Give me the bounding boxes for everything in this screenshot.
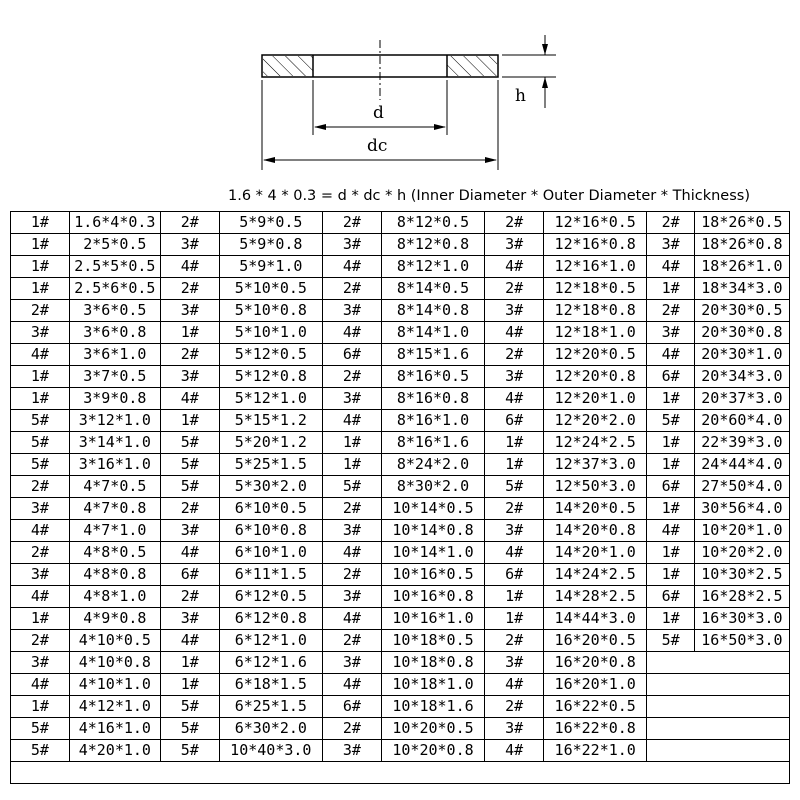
quantity-code-cell: 4# [647,344,695,366]
table-row [11,322,790,344]
size-cell: 16*28*2.5 [694,586,789,608]
table-row [11,608,790,630]
table-row [11,212,790,234]
size-cell: 12*37*3.0 [544,454,647,476]
size-cell: 8*15*1.6 [381,344,484,366]
size-cell: 4*10*0.8 [69,652,160,674]
size-cell: 12*18*0.8 [544,300,647,322]
table-row [11,652,790,674]
size-cell: 6*18*1.5 [219,674,322,696]
size-cell: 20*60*4.0 [694,410,789,432]
size-cell: 16*30*3.0 [694,608,789,630]
quantity-code-cell: 3# [160,300,219,322]
quantity-code-cell: 2# [322,366,381,388]
table-row [11,740,790,762]
quantity-code-cell: 4# [322,608,381,630]
size-cell: 6*25*1.5 [219,696,322,718]
size-cell: 6*12*0.8 [219,608,322,630]
size-cell: 12*50*3.0 [544,476,647,498]
size-cell: 4*7*0.5 [69,476,160,498]
quantity-code-cell: 1# [11,234,70,256]
size-cell: 6*30*2.0 [219,718,322,740]
size-cell: 10*16*0.8 [381,586,484,608]
size-cell: 30*56*4.0 [694,498,789,520]
quantity-code-cell: 1# [647,388,695,410]
quantity-code-cell: 5# [11,410,70,432]
table-row [11,586,790,608]
table-row [11,476,790,498]
table-row [11,630,790,652]
table-row [11,542,790,564]
quantity-code-cell: 5# [485,476,544,498]
table-row-empty [11,762,790,784]
size-cell: 10*16*1.0 [381,608,484,630]
washer-left-section [263,56,313,76]
quantity-code-cell: 4# [11,344,70,366]
size-cell: 6*10*0.5 [219,498,322,520]
size-cell: 14*44*3.0 [544,608,647,630]
size-cell: 3*7*0.5 [69,366,160,388]
size-cell: 16*50*3.0 [694,630,789,652]
size-cell: 10*20*1.0 [694,520,789,542]
size-cell: 12*20*0.8 [544,366,647,388]
quantity-code-cell: 1# [160,322,219,344]
quantity-code-cell: 5# [160,476,219,498]
quantity-code-cell: 1# [647,432,695,454]
quantity-code-cell: 4# [322,410,381,432]
quantity-code-cell: 1# [647,564,695,586]
size-cell: 4*10*0.5 [69,630,160,652]
quantity-code-cell: 3# [322,520,381,542]
washer-drawing [0,0,800,185]
quantity-code-cell: 5# [647,410,695,432]
size-cell: 5*10*0.5 [219,278,322,300]
table-row [11,432,790,454]
quantity-code-cell: 3# [160,520,219,542]
size-cell: 5*15*1.2 [219,410,322,432]
quantity-code-cell: 4# [485,740,544,762]
quantity-code-cell: 2# [485,212,544,234]
quantity-code-cell: 1# [11,388,70,410]
size-cell: 10*20*0.8 [381,740,484,762]
size-cell: 4*8*0.5 [69,542,160,564]
quantity-code-cell: 6# [485,410,544,432]
size-cell: 6*10*0.8 [219,520,322,542]
quantity-code-cell: 5# [322,476,381,498]
size-cell: 12*18*1.0 [544,322,647,344]
quantity-code-cell: 1# [647,278,695,300]
quantity-code-cell: 2# [160,586,219,608]
size-cell: 4*7*0.8 [69,498,160,520]
empty-cell [647,652,790,674]
size-cell: 4*8*0.8 [69,564,160,586]
size-cell: 3*6*0.8 [69,322,160,344]
size-cell: 5*25*1.5 [219,454,322,476]
size-cell: 8*16*1.6 [381,432,484,454]
quantity-code-cell: 2# [322,630,381,652]
size-cell: 18*26*1.0 [694,256,789,278]
size-cell: 10*18*0.8 [381,652,484,674]
size-cell: 16*20*0.5 [544,630,647,652]
washer-size-table [10,211,790,784]
quantity-code-cell: 5# [11,740,70,762]
size-cell: 10*18*1.0 [381,674,484,696]
quantity-code-cell: 5# [11,454,70,476]
quantity-code-cell: 1# [160,410,219,432]
size-cell: 18*34*3.0 [694,278,789,300]
quantity-code-cell: 2# [322,498,381,520]
size-cell: 4*9*0.8 [69,608,160,630]
quantity-code-cell: 4# [11,520,70,542]
size-cell: 6*10*1.0 [219,542,322,564]
quantity-code-cell: 2# [322,564,381,586]
size-cell: 6*12*1.0 [219,630,322,652]
size-cell: 3*16*1.0 [69,454,160,476]
size-cell: 14*24*2.5 [544,564,647,586]
quantity-code-cell: 5# [160,696,219,718]
label-inner-diameter: d [373,103,384,123]
size-cell: 5*12*0.5 [219,344,322,366]
size-cell: 5*20*1.2 [219,432,322,454]
quantity-code-cell: 1# [11,212,70,234]
quantity-code-cell: 1# [647,498,695,520]
table-row [11,300,790,322]
quantity-code-cell: 4# [322,256,381,278]
size-cell: 3*9*0.8 [69,388,160,410]
quantity-code-cell: 2# [647,212,695,234]
table-row [11,388,790,410]
quantity-code-cell: 3# [647,234,695,256]
quantity-code-cell: 4# [322,542,381,564]
quantity-code-cell: 1# [647,608,695,630]
quantity-code-cell: 4# [647,256,695,278]
quantity-code-cell: 4# [322,322,381,344]
size-cell: 14*28*2.5 [544,586,647,608]
size-cell: 16*22*1.0 [544,740,647,762]
quantity-code-cell: 1# [11,608,70,630]
quantity-code-cell: 2# [11,300,70,322]
size-cell: 18*26*0.5 [694,212,789,234]
table-row [11,696,790,718]
quantity-code-cell: 2# [160,498,219,520]
table-row [11,234,790,256]
quantity-code-cell: 3# [11,564,70,586]
size-cell: 8*12*0.5 [381,212,484,234]
size-cell: 10*40*3.0 [219,740,322,762]
size-cell: 4*20*1.0 [69,740,160,762]
size-cell: 10*30*2.5 [694,564,789,586]
empty-cell [11,762,790,784]
table-row [11,454,790,476]
size-cell: 4*16*1.0 [69,718,160,740]
size-cell: 12*20*2.0 [544,410,647,432]
size-cell: 6*12*1.6 [219,652,322,674]
size-cell: 4*10*1.0 [69,674,160,696]
size-cell: 10*16*0.5 [381,564,484,586]
quantity-code-cell: 1# [647,454,695,476]
quantity-code-cell: 6# [485,564,544,586]
size-cell: 5*9*1.0 [219,256,322,278]
quantity-code-cell: 4# [160,630,219,652]
quantity-code-cell: 4# [485,388,544,410]
quantity-code-cell: 3# [647,322,695,344]
size-cell: 5*9*0.5 [219,212,322,234]
quantity-code-cell: 5# [11,432,70,454]
quantity-code-cell: 3# [322,740,381,762]
quantity-code-cell: 4# [160,256,219,278]
quantity-code-cell: 2# [160,212,219,234]
quantity-code-cell: 2# [485,498,544,520]
quantity-code-cell: 5# [160,454,219,476]
quantity-code-cell: 2# [160,278,219,300]
size-cell: 12*16*0.8 [544,234,647,256]
size-cell: 10*20*0.5 [381,718,484,740]
size-cell: 3*14*1.0 [69,432,160,454]
quantity-code-cell: 4# [485,674,544,696]
table-body [11,212,790,784]
quantity-code-cell: 3# [485,652,544,674]
size-cell: 3*6*1.0 [69,344,160,366]
quantity-code-cell: 2# [485,630,544,652]
dimension-formula: 1.6 * 4 * 0.3 = d * dc * h (Inner Diameter * Outer Diameter * Thickness) [228,188,750,204]
table-row [11,520,790,542]
size-cell: 12*16*1.0 [544,256,647,278]
quantity-code-cell: 6# [322,344,381,366]
empty-cell [647,718,790,740]
quantity-code-cell: 6# [647,366,695,388]
table-row [11,498,790,520]
size-cell: 12*20*0.5 [544,344,647,366]
quantity-code-cell: 4# [160,388,219,410]
quantity-code-cell: 4# [647,520,695,542]
size-cell: 10*18*1.6 [381,696,484,718]
size-cell: 8*16*0.8 [381,388,484,410]
quantity-code-cell: 3# [485,718,544,740]
size-cell: 1.6*4*0.3 [69,212,160,234]
quantity-code-cell: 2# [11,630,70,652]
size-cell: 12*16*0.5 [544,212,647,234]
quantity-code-cell: 3# [11,322,70,344]
quantity-code-cell: 3# [485,520,544,542]
quantity-code-cell: 1# [322,454,381,476]
size-cell: 6*12*0.5 [219,586,322,608]
quantity-code-cell: 3# [485,234,544,256]
size-cell: 6*11*1.5 [219,564,322,586]
size-cell: 20*34*3.0 [694,366,789,388]
quantity-code-cell: 2# [322,278,381,300]
quantity-code-cell: 6# [160,564,219,586]
quantity-code-cell: 2# [11,542,70,564]
quantity-code-cell: 4# [11,674,70,696]
table-row [11,278,790,300]
size-cell: 20*30*0.5 [694,300,789,322]
size-cell: 8*16*1.0 [381,410,484,432]
quantity-code-cell: 1# [11,278,70,300]
quantity-code-cell: 1# [647,542,695,564]
size-cell: 4*8*1.0 [69,586,160,608]
quantity-code-cell: 2# [485,278,544,300]
size-cell: 12*20*1.0 [544,388,647,410]
quantity-code-cell: 2# [322,718,381,740]
washer-right-section [447,56,497,76]
empty-cell [647,674,790,696]
size-cell: 14*20*0.5 [544,498,647,520]
quantity-code-cell: 1# [11,366,70,388]
quantity-code-cell: 4# [485,542,544,564]
size-cell: 8*14*0.8 [381,300,484,322]
quantity-code-cell: 5# [11,718,70,740]
size-cell: 2*5*0.5 [69,234,160,256]
quantity-code-cell: 3# [160,366,219,388]
quantity-code-cell: 3# [11,652,70,674]
quantity-code-cell: 3# [11,498,70,520]
table-row [11,256,790,278]
size-cell: 5*12*0.8 [219,366,322,388]
size-cell: 8*12*1.0 [381,256,484,278]
size-cell: 10*14*0.5 [381,498,484,520]
quantity-code-cell: 2# [160,344,219,366]
size-cell: 8*30*2.0 [381,476,484,498]
quantity-code-cell: 3# [160,608,219,630]
size-cell: 16*22*0.8 [544,718,647,740]
size-cell: 2.5*5*0.5 [69,256,160,278]
label-outer-diameter: dc [367,136,388,156]
quantity-code-cell: 2# [485,344,544,366]
size-cell: 20*30*0.8 [694,322,789,344]
quantity-code-cell: 2# [485,696,544,718]
table-row [11,344,790,366]
size-cell: 8*12*0.8 [381,234,484,256]
quantity-code-cell: 4# [485,256,544,278]
size-cell: 10*14*0.8 [381,520,484,542]
quantity-code-cell: 1# [485,586,544,608]
quantity-code-cell: 4# [11,586,70,608]
quantity-code-cell: 1# [11,696,70,718]
size-cell: 27*50*4.0 [694,476,789,498]
quantity-code-cell: 3# [322,388,381,410]
washer-cross-section-diagram [0,0,800,185]
quantity-code-cell: 2# [11,476,70,498]
table-row [11,366,790,388]
size-cell: 5*10*1.0 [219,322,322,344]
quantity-code-cell: 1# [160,652,219,674]
label-thickness: h [515,86,526,106]
quantity-code-cell: 5# [160,432,219,454]
quantity-code-cell: 3# [322,234,381,256]
table-row [11,410,790,432]
size-cell: 20*37*3.0 [694,388,789,410]
quantity-code-cell: 5# [160,718,219,740]
size-cell: 16*20*1.0 [544,674,647,696]
size-cell: 5*12*1.0 [219,388,322,410]
size-cell: 3*12*1.0 [69,410,160,432]
quantity-code-cell: 1# [322,432,381,454]
size-cell: 4*12*1.0 [69,696,160,718]
quantity-code-cell: 5# [647,630,695,652]
empty-cell [647,696,790,718]
quantity-code-cell: 1# [485,432,544,454]
size-cell: 18*26*0.8 [694,234,789,256]
quantity-code-cell: 3# [322,652,381,674]
size-cell: 24*44*4.0 [694,454,789,476]
table-row [11,718,790,740]
size-cell: 20*30*1.0 [694,344,789,366]
size-cell: 4*7*1.0 [69,520,160,542]
size-cell: 5*10*0.8 [219,300,322,322]
size-cell: 5*30*2.0 [219,476,322,498]
size-cell: 8*14*0.5 [381,278,484,300]
quantity-code-cell: 3# [322,586,381,608]
quantity-code-cell: 3# [160,234,219,256]
quantity-code-cell: 3# [485,300,544,322]
size-cell: 8*16*0.5 [381,366,484,388]
quantity-code-cell: 6# [647,586,695,608]
quantity-code-cell: 1# [485,454,544,476]
size-cell: 16*20*0.8 [544,652,647,674]
quantity-code-cell: 6# [322,696,381,718]
size-cell: 22*39*3.0 [694,432,789,454]
size-cell: 10*14*1.0 [381,542,484,564]
size-cell: 14*20*1.0 [544,542,647,564]
table-row [11,564,790,586]
quantity-code-cell: 1# [160,674,219,696]
size-cell: 8*24*2.0 [381,454,484,476]
quantity-code-cell: 3# [322,300,381,322]
size-cell: 10*20*2.0 [694,542,789,564]
size-cell: 16*22*0.5 [544,696,647,718]
quantity-code-cell: 6# [647,476,695,498]
quantity-code-cell: 2# [647,300,695,322]
quantity-code-cell: 4# [160,542,219,564]
size-cell: 8*14*1.0 [381,322,484,344]
size-cell: 14*20*0.8 [544,520,647,542]
quantity-code-cell: 5# [160,740,219,762]
quantity-code-cell: 3# [485,366,544,388]
empty-cell [647,740,790,762]
size-cell: 12*24*2.5 [544,432,647,454]
size-cell: 3*6*0.5 [69,300,160,322]
quantity-code-cell: 1# [11,256,70,278]
size-cell: 10*18*0.5 [381,630,484,652]
size-cell: 12*18*0.5 [544,278,647,300]
quantity-code-cell: 1# [485,608,544,630]
size-cell: 2.5*6*0.5 [69,278,160,300]
quantity-code-cell: 4# [322,674,381,696]
quantity-code-cell: 4# [485,322,544,344]
quantity-code-cell: 2# [322,212,381,234]
size-cell: 5*9*0.8 [219,234,322,256]
table-row [11,674,790,696]
